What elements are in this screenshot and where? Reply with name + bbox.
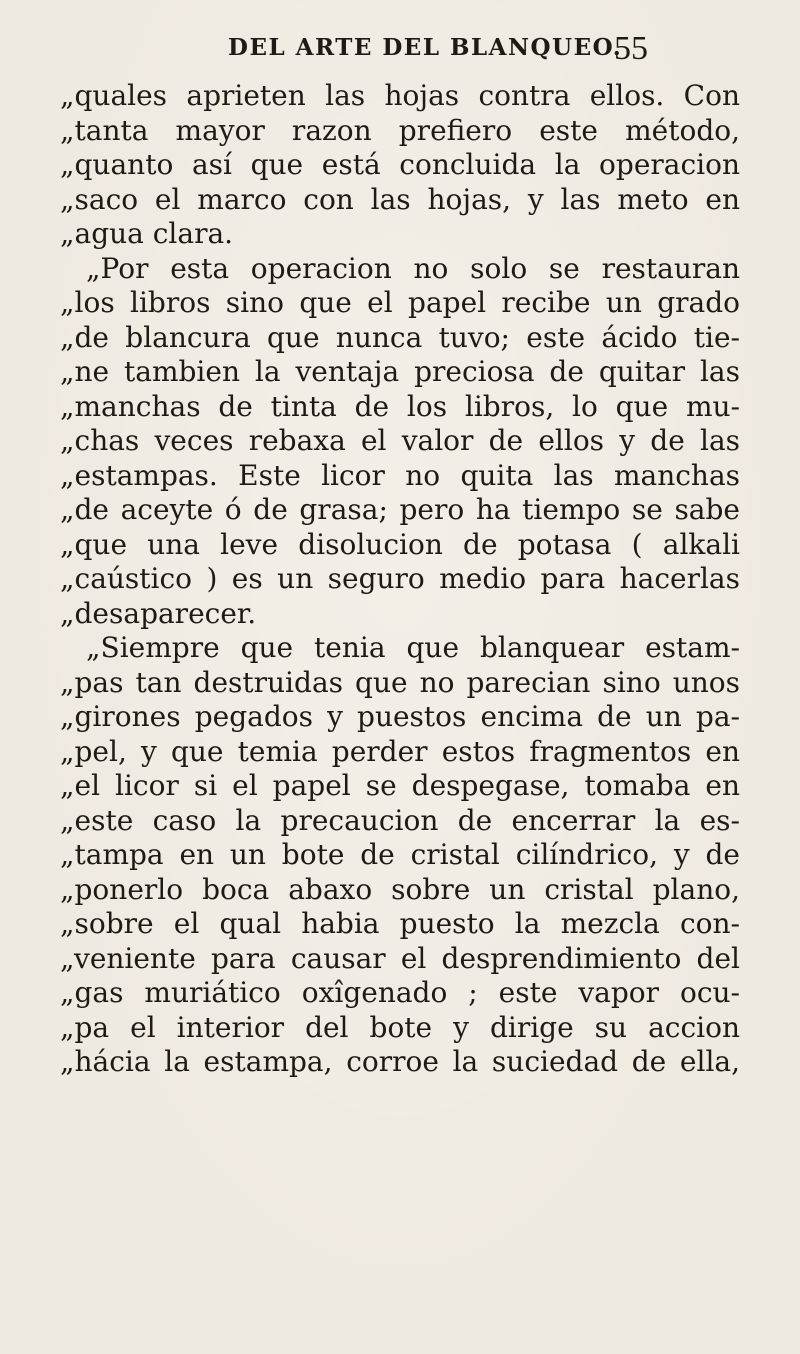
text-line: „quanto así que está concluida la operacion bbox=[60, 148, 740, 181]
text-line: „gas muriático oxîgenado ; este vapor ocu- bbox=[60, 976, 740, 1009]
body-text bbox=[60, 79, 740, 1080]
text-line: „quales aprieten las hojas contra ellos. Con bbox=[60, 79, 740, 112]
text-line: „que una leve disolucion de potasa ( alkali bbox=[60, 527, 740, 561]
text-line: „desaparecer. bbox=[60, 596, 257, 630]
text-line: „de aceyte ó de grasa; pero ha tiempo se sabe bbox=[60, 493, 740, 526]
running-title: DEL ARTE DEL BLANQUEO. bbox=[228, 34, 623, 61]
text-line: „saco el marco con las hojas, y las meto en bbox=[60, 182, 740, 216]
text-line: „agua clara. bbox=[60, 217, 234, 250]
text-line: „estampas. Este licor no quita las manchas bbox=[60, 458, 740, 492]
text-line: „caústico ) es un seguro medio para hacerlas bbox=[60, 562, 740, 595]
text-line: „los libros sino que el papel recibe un grado bbox=[60, 286, 740, 319]
page-header bbox=[228, 30, 678, 70]
text-line: „manchas de tinta de los libros, lo que mu- bbox=[60, 389, 740, 423]
text-line: „sobre el qual habia puesto la mezcla con- bbox=[60, 907, 740, 940]
text-line: „de blancura que nunca tuvo; este ácido tie- bbox=[60, 320, 740, 354]
text-line: „chas veces rebaxa el valor de ellos y de las bbox=[60, 424, 740, 457]
text-line: „ne tambien la ventaja preciosa de quitar las bbox=[60, 355, 740, 388]
text-line: „ponerlo boca abaxo sobre un cristal plano, bbox=[60, 872, 740, 906]
text-line: „Siempre que tenia que blanquear estam- bbox=[86, 631, 740, 664]
text-line: „girones pegados y puestos encima de un pa- bbox=[60, 700, 740, 733]
text-line: „tanta mayor razon prefiero este método, bbox=[60, 113, 740, 147]
text-line: „pel, y que temia perder estos fragmentos en bbox=[60, 734, 740, 768]
text-line: „Por esta operacion no solo se restauran bbox=[86, 251, 740, 285]
text-line: „pas tan destruidas que no parecian sino unos bbox=[60, 665, 740, 699]
text-line: „el licor si el papel se despegase, tomaba en bbox=[60, 769, 740, 802]
text-line: „veniente para causar el desprendimiento del bbox=[60, 941, 740, 975]
page-number: 55 bbox=[614, 30, 648, 67]
text-line: „tampa en un bote de cristal cilíndrico, y de bbox=[60, 838, 740, 871]
text-line: „este caso la precaucion de encerrar la es- bbox=[60, 803, 740, 837]
text-line: „hácia la estampa, corroe la suciedad de ella, bbox=[60, 1045, 740, 1078]
text-line: „pa el interior del bote y dirige su accion bbox=[60, 1010, 740, 1044]
